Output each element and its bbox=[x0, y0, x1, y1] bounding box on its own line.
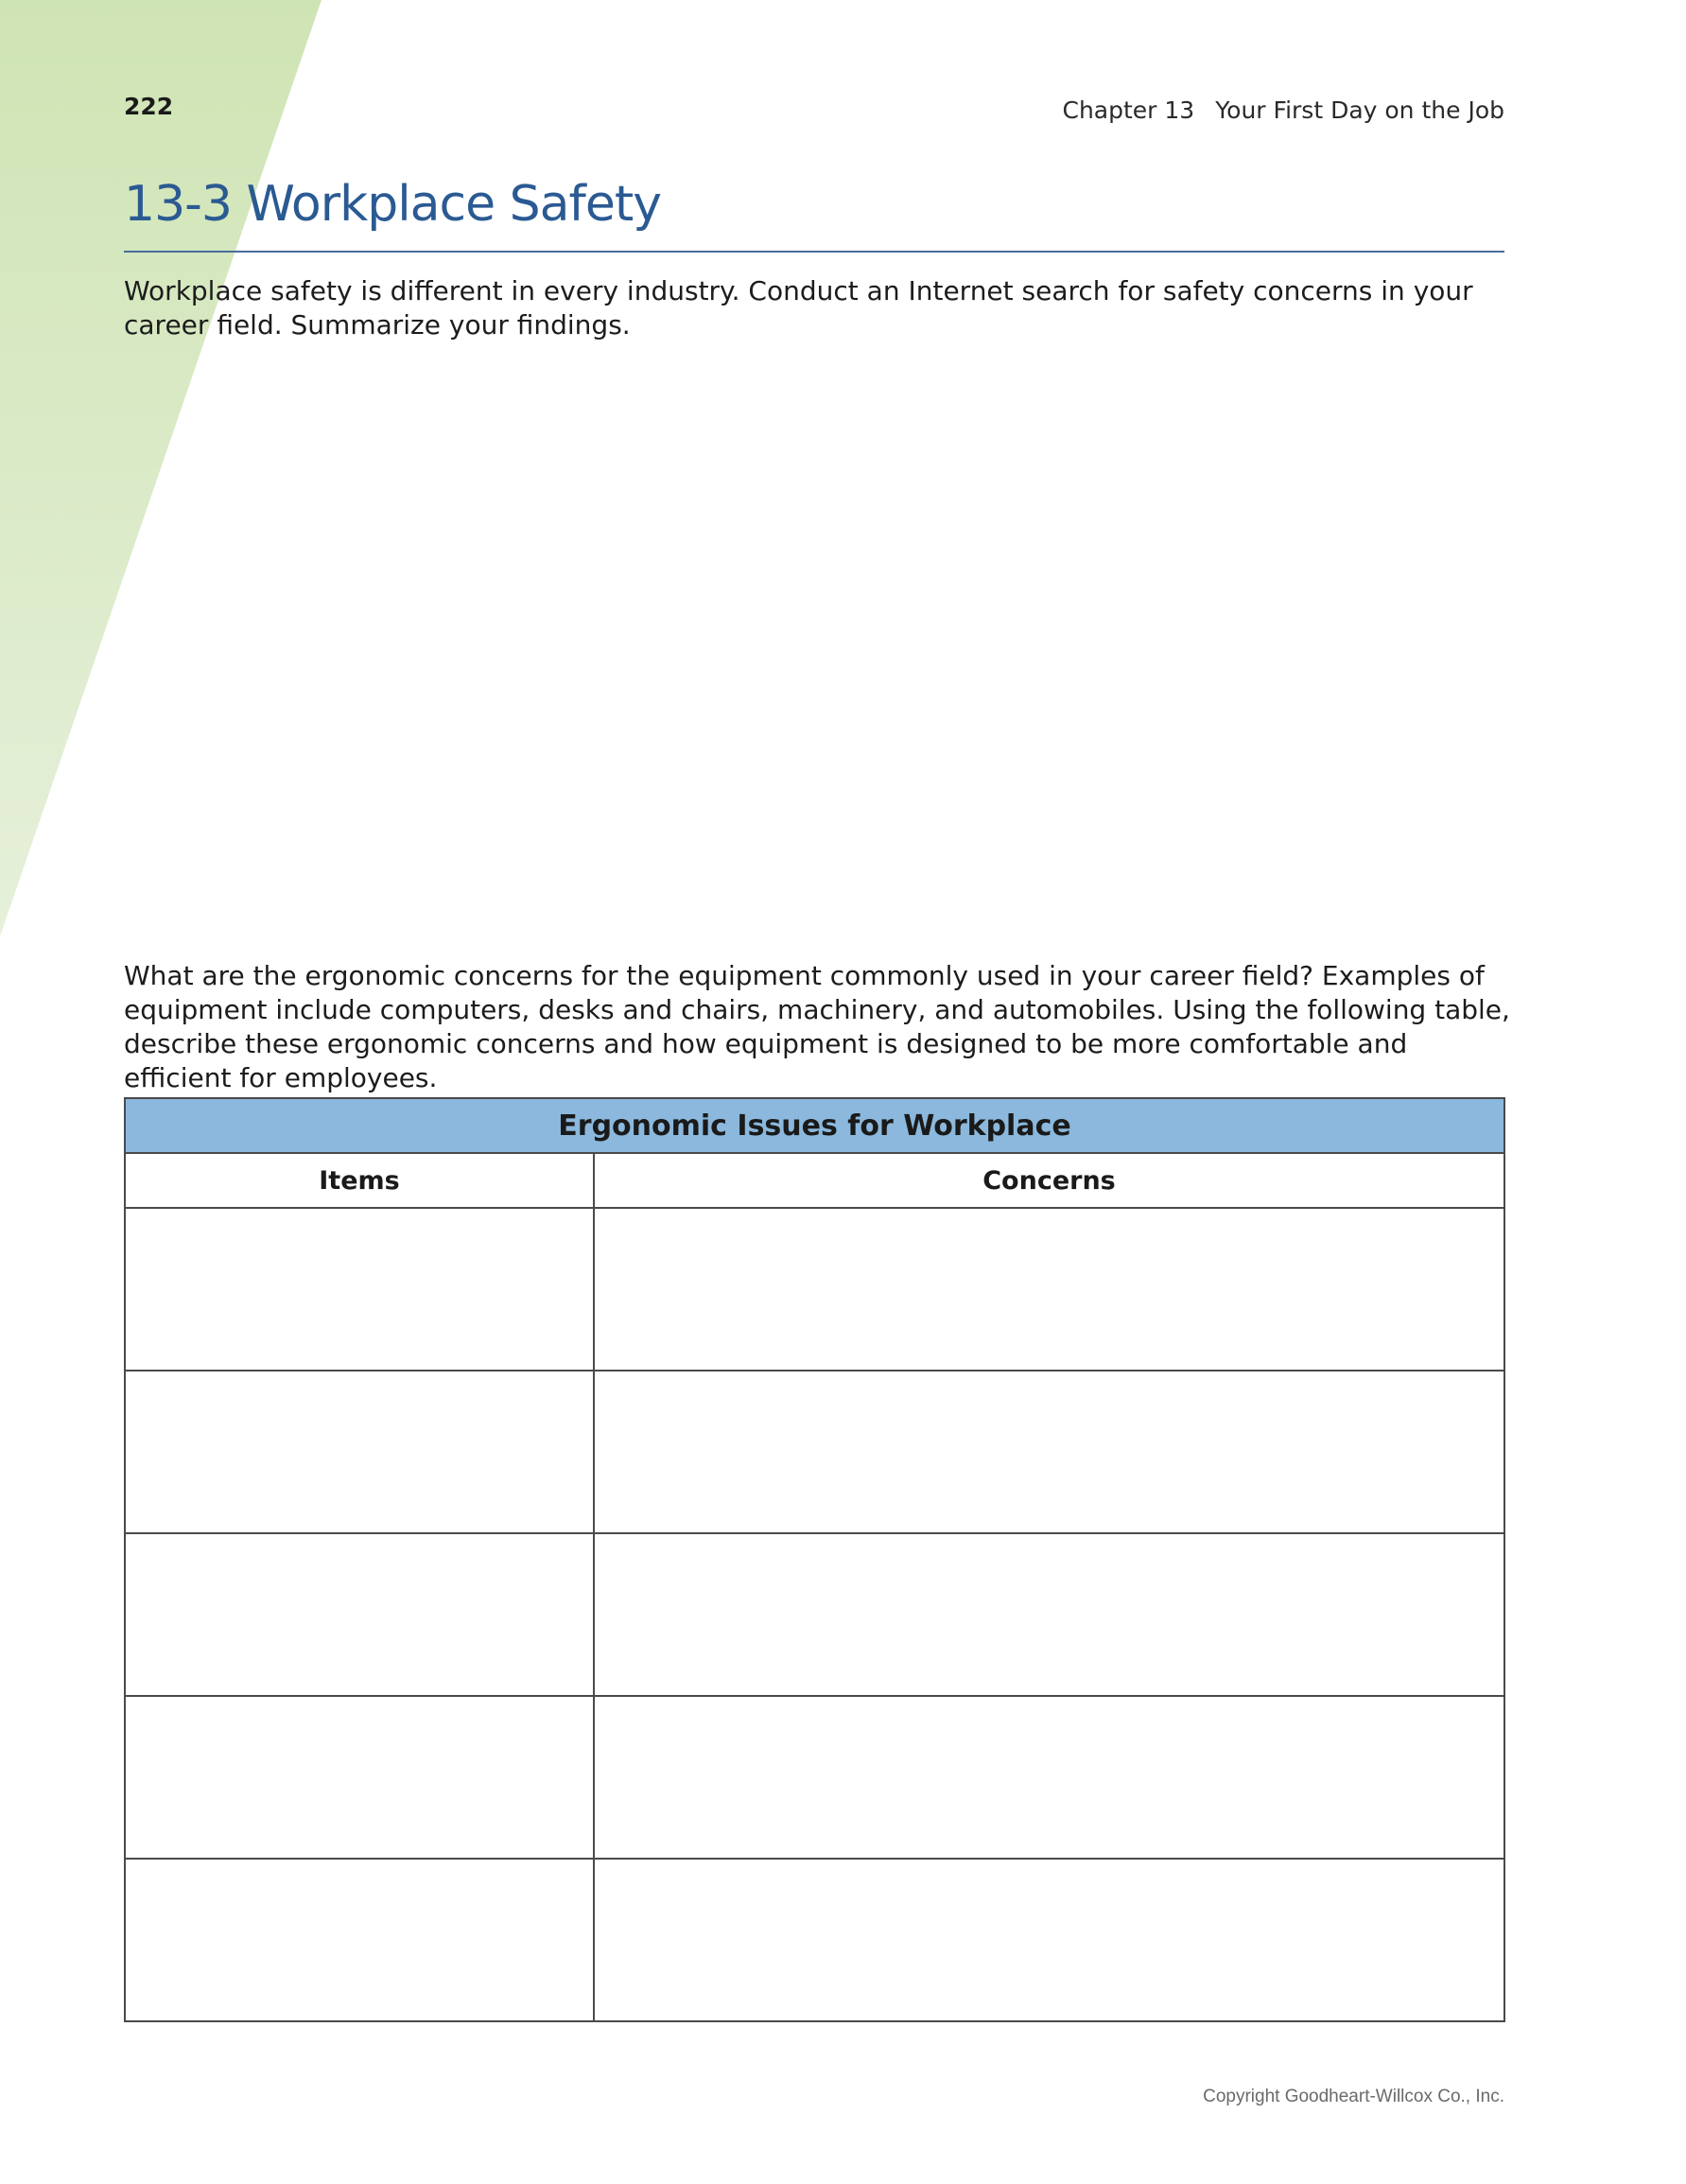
table-header-row bbox=[125, 1153, 1504, 1208]
ergonomic-issues-table bbox=[124, 1097, 1505, 2022]
decorative-green-wedge bbox=[0, 0, 340, 946]
ergonomic-prompt: What are the ergonomic concerns for the equipment commonly used in your career field? Examples of equipment include computers, desks and chairs, machinery, and automobiles. Using the following table, describe these ergonomic concerns and how equipment is designed to be more comfortable and efficient for employees. bbox=[124, 960, 1510, 1093]
table-row bbox=[125, 1208, 1504, 1371]
items-cell[interactable] bbox=[125, 1859, 594, 2021]
concerns-cell[interactable] bbox=[594, 1208, 1504, 1371]
items-cell[interactable] bbox=[125, 1208, 594, 1371]
items-cell[interactable] bbox=[125, 1371, 594, 1533]
column-header-items: Items bbox=[125, 1153, 594, 1208]
chapter-title: Your First Day on the Job bbox=[1215, 96, 1504, 124]
running-header bbox=[1062, 96, 1504, 124]
table-row bbox=[125, 1696, 1504, 1859]
table-row bbox=[125, 1859, 1504, 2021]
table-caption: Ergonomic Issues for Workplace bbox=[125, 1098, 1504, 1153]
table-caption-row bbox=[125, 1098, 1504, 1153]
column-header-concerns: Concerns bbox=[594, 1153, 1504, 1208]
title-divider bbox=[124, 251, 1504, 253]
concerns-cell[interactable] bbox=[594, 1859, 1504, 2021]
items-cell[interactable] bbox=[125, 1696, 594, 1859]
page-number: 222 bbox=[124, 93, 174, 120]
items-cell[interactable] bbox=[125, 1533, 594, 1696]
concerns-cell[interactable] bbox=[594, 1696, 1504, 1859]
section-title: 13-3 Workplace Safety bbox=[124, 176, 661, 233]
table-row bbox=[125, 1371, 1504, 1533]
chapter-label: Chapter 13 bbox=[1062, 96, 1195, 124]
table-row bbox=[125, 1533, 1504, 1696]
safety-prompt: Workplace safety is different in every industry. Conduct an Internet search for safety concerns in your career field. Summarize your findings. bbox=[124, 275, 1473, 341]
concerns-cell[interactable] bbox=[594, 1371, 1504, 1533]
copyright-notice: Copyright Goodheart-Willcox Co., Inc. bbox=[1203, 2087, 1504, 2106]
concerns-cell[interactable] bbox=[594, 1533, 1504, 1696]
